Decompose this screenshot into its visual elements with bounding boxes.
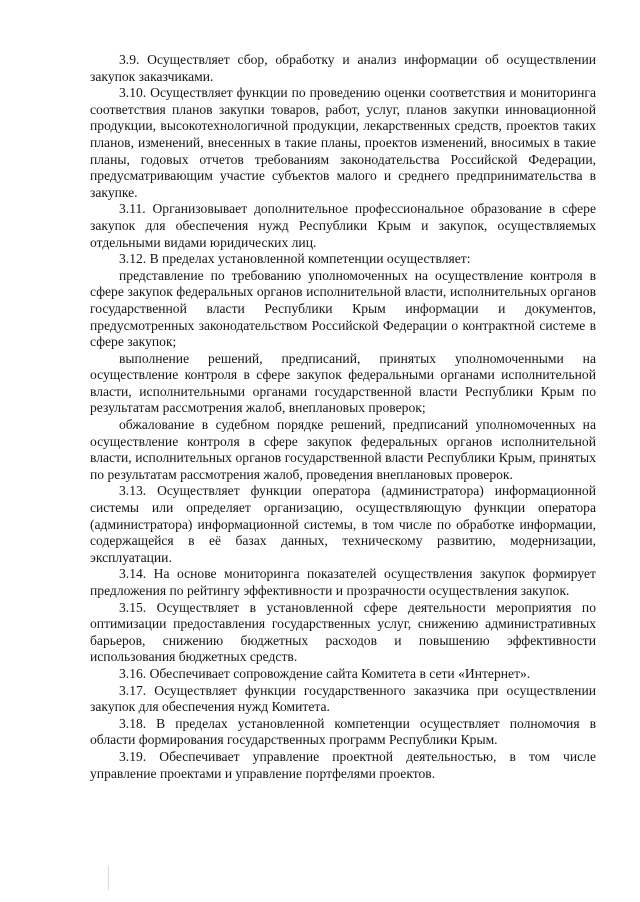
paragraph-3-12: 3.12. В пределах установленной компетенции осуществляет: (119, 251, 471, 267)
paragraph-3-9: 3.9. Осуществляет сбор, обработку и анализ информации об осуществлении закупок заказчиками. (90, 52, 596, 84)
paragraph-3-14: 3.14. На основе мониторинга показателей осуществления закупок формирует предложения по рейтингу эффективности и прозрачности осуществления закупок. (90, 566, 596, 598)
paragraph-3-12-item-2: выполнение решений, предписаний, принятых уполномоченными на осуществление контроля в сфере закупок федеральными органами исполнительной власти, исполнительными органами государственной власти Республики Крым по результатам рассмотрения жалоб, внеплановых проверок; (90, 350, 596, 416)
paragraph-3-18: 3.18. В пределах установленной компетенции осуществляет полномочия в области формирования государственных программ Республики Крым. (90, 715, 596, 748)
paragraph-3-16: 3.16. Обеспечивает сопровождение сайта Комитета в сети «Интернет». (119, 665, 531, 681)
paragraph-3-19: 3.19. Обеспечивает управление проектной деятельностью, в том числе управление проектами и управление портфелями проектов. (90, 748, 596, 781)
paragraph-3-15: 3.15. Осуществляет в установленной сфере деятельности мероприятия по оптимизации предоставления государственных услуг, снижению административных барьеров, снижению бюджетных расходов и повышению эффективности использования бюджетных средств. (90, 599, 596, 665)
scan-mark (108, 866, 109, 890)
paragraph-3-13: 3.13. Осуществляет функции оператора (администратора) информационной системы или определяет организацию, осуществляющую функции оператора (администратора) информационной системы, в том числе по обработке информации, содержащейся в её базах данных, техническому развитию, модернизации, эксплуатации. (90, 483, 596, 565)
paragraph-3-12-item-3: обжалование в судебном порядке решений, предписаний уполномоченных на осуществление контроля в сфере закупок федеральных органов исполнительной власти, исполнительных органов государственной власти Республики Крым, принятых по результатам рассмотрения жалоб, проведения внеплановых проверок. (90, 417, 596, 482)
paragraph-3-10: 3.10. Осуществляет функции по проведению оценки соответствия и мониторинга соответствия планов закупки товаров, работ, услуг, планов закупки инновационной продукции, высокотехнологичной продукции, лекарственных средств, проектов таких планов, изменений, внесенных в такие планы, проектов изменений, вносимых в такие планы, годовых отчетов требованиям законодательства Российской Федерации, предусматривающим участие субъектов малого и среднего предпринимательства в закупке. (90, 85, 596, 200)
paragraph-3-11: 3.11. Организовывает дополнительное профессиональное образование в сфере закупок для обеспечения нужд Республики Крым и закупок, осуществляемых отдельными видами юридических лиц. (90, 201, 596, 250)
paragraph-3-12-item-1: представление по требованию уполномоченных на осуществление контроля в сфере закупок федеральных органов исполнительной власти, исполнительных органов государственной власти Республики Крым информации и документов, предусмотренных законодательством Российской Федерации о контрактной системе в сфере закупок; (90, 267, 596, 350)
paragraph-3-17: 3.17. Осуществляет функции государственного заказчика при осуществлении закупок для обеспечения нужд Комитета. (90, 682, 596, 715)
